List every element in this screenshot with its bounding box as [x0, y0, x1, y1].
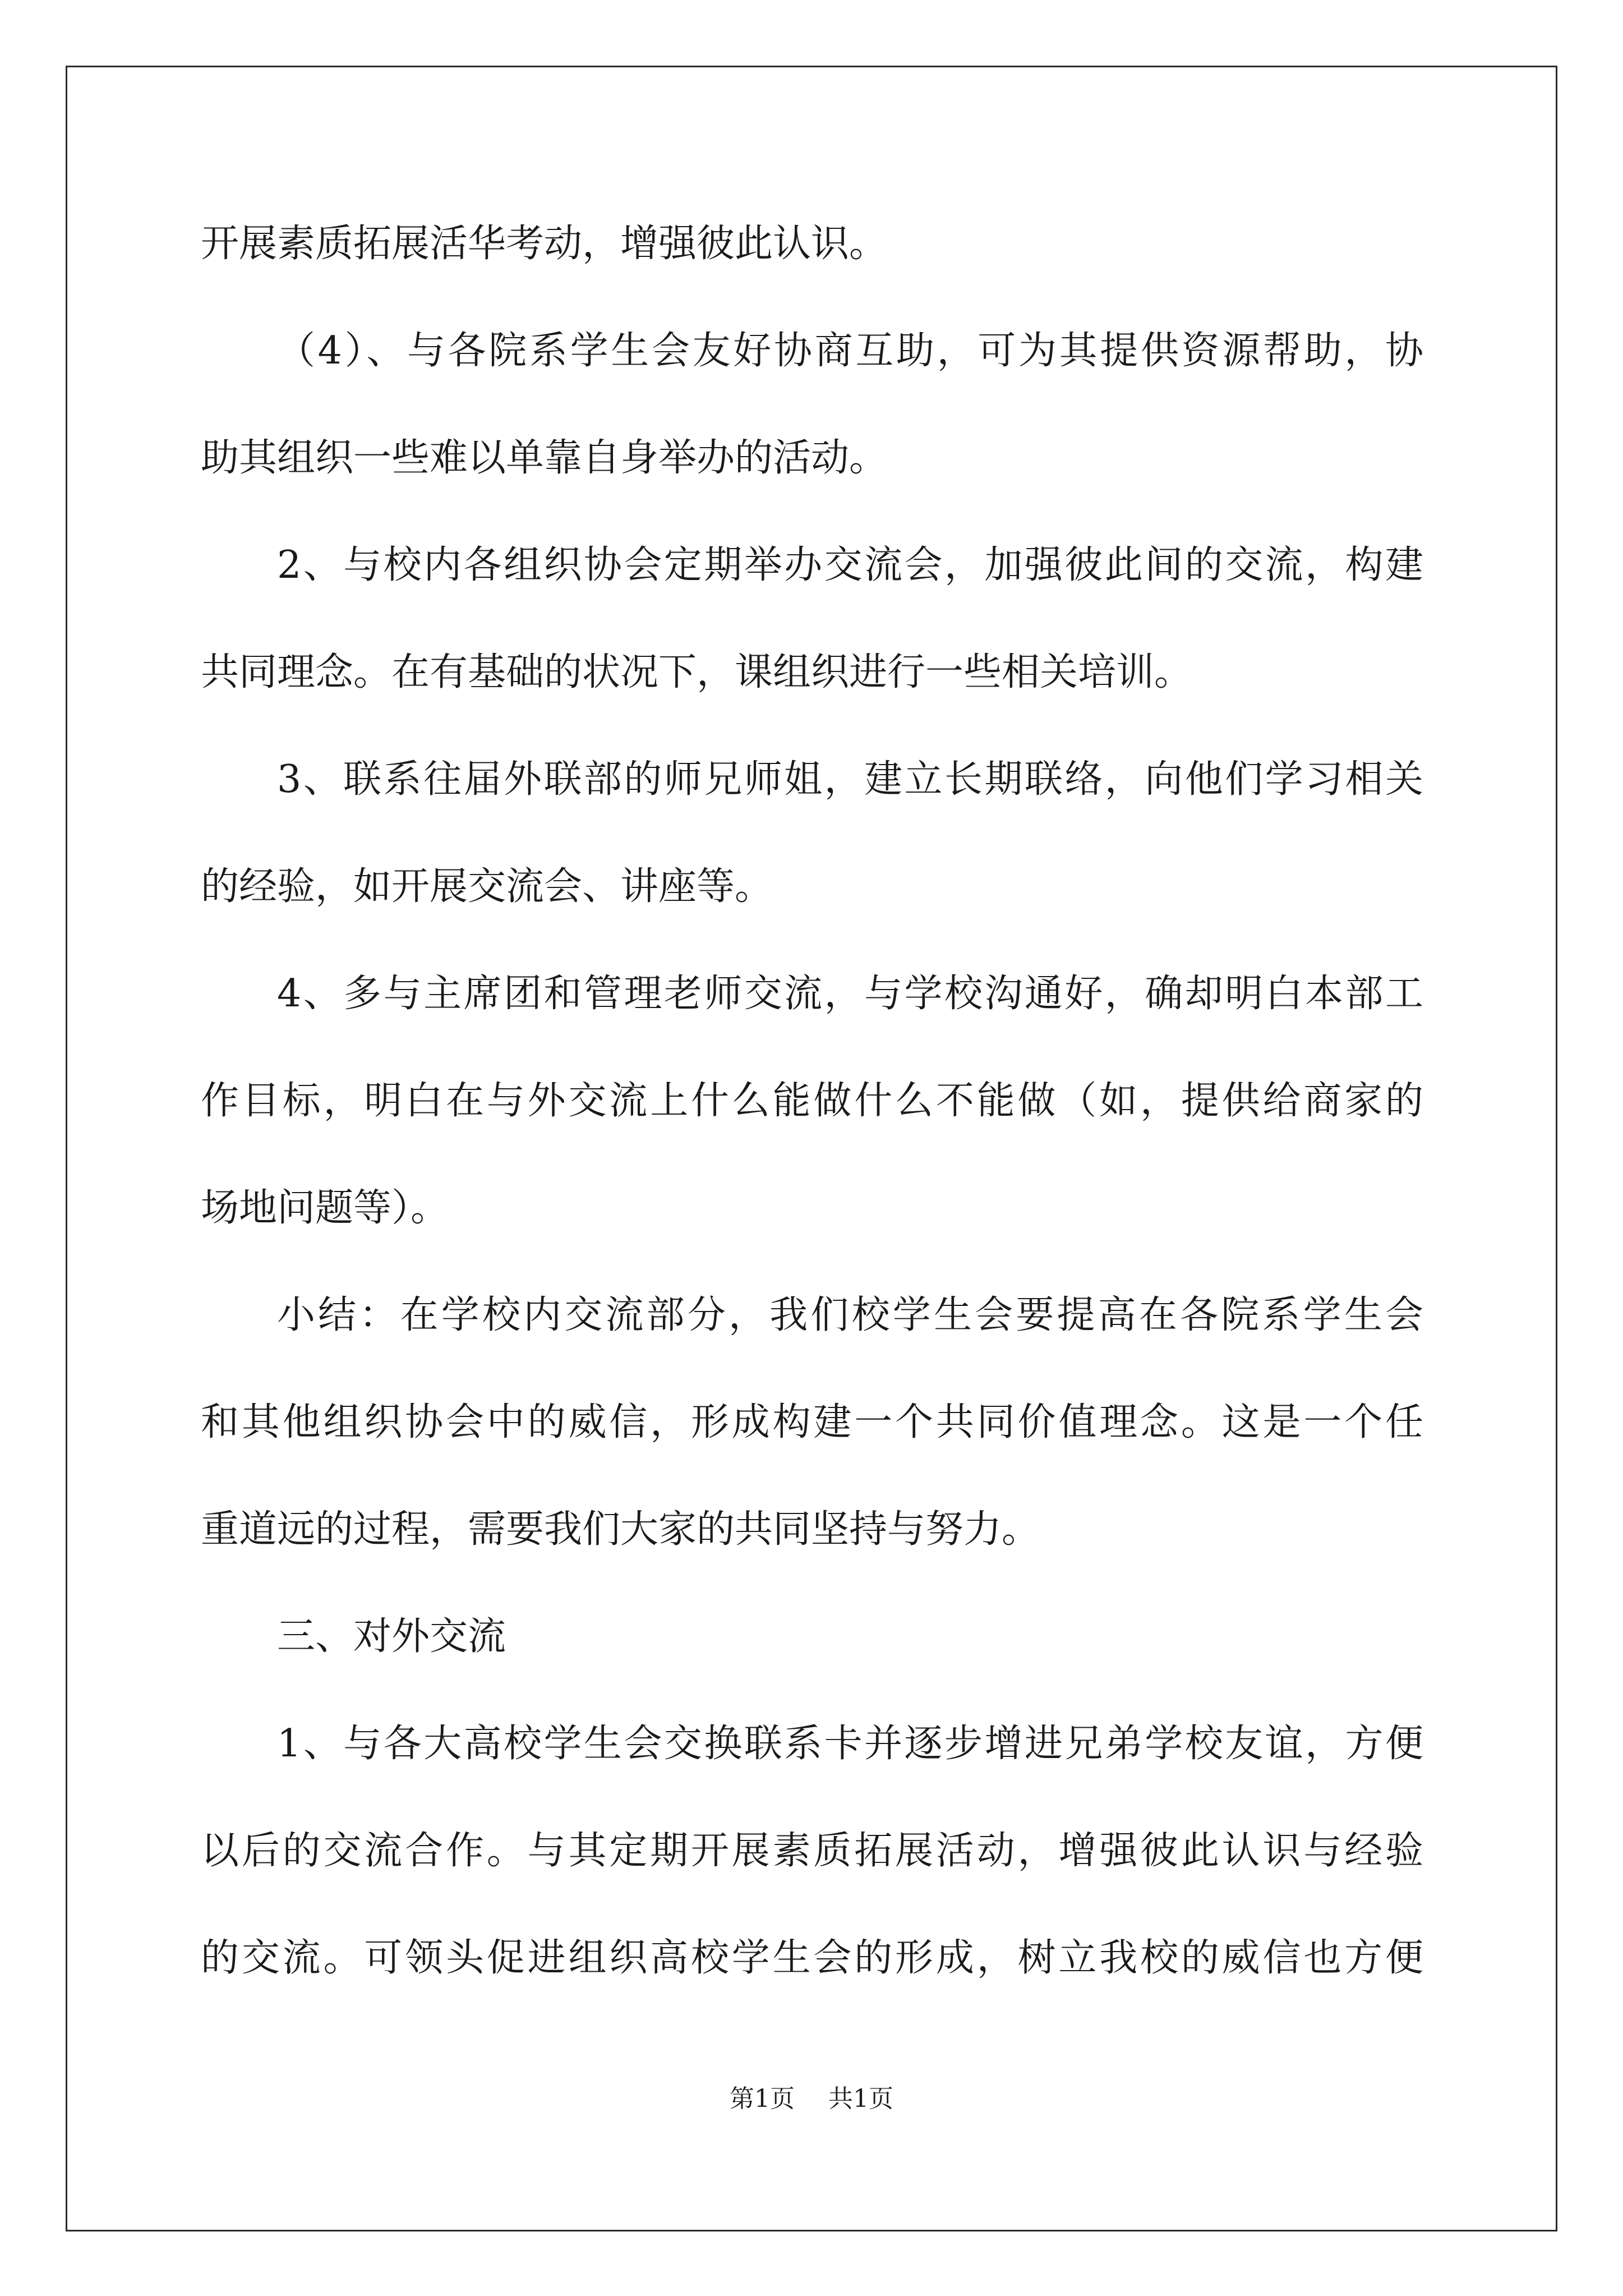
paragraph-line: 开展素质拓展活华考动，增强彼此认识。 — [201, 222, 888, 266]
paragraph-line: 3、联系往届外联部的师兄师姐，建立长期联络，向他们学习相关 — [277, 757, 1423, 802]
paragraph-line: 重道远的过程，需要我们大家的共同坚持与努力。 — [201, 1507, 1040, 1552]
paragraph-line: 1、与各大高校学生会交换联系卡并逐步增进兄弟学校友谊，方便 — [277, 1722, 1423, 1766]
page-footer — [0, 2082, 1623, 2116]
paragraph-line: （4）、与各院系学生会友好协商互助，可为其提供资源帮助，协 — [277, 329, 1423, 373]
paragraph-line: 和其他组织协会中的威信，形成构建一个共同价值理念。这是一个任 — [201, 1400, 1423, 1444]
paragraph-line: 助其组织一些难以单靠自身举办的活动。 — [201, 436, 888, 480]
paragraph-line: 小结：在学校内交流部分，我们校学生会要提高在各院系学生会 — [277, 1293, 1423, 1337]
page-border — [66, 66, 1557, 2231]
paragraph-line: 2、与校内各组织协会定期举办交流会，加强彼此间的交流，构建 — [277, 543, 1423, 587]
paragraph-line: 4、多与主席团和管理老师交流，与学校沟通好，确却明白本部工 — [277, 972, 1423, 1016]
paragraph-line: 以后的交流合作。与其定期开展素质拓展活动，增强彼此认识与经验 — [201, 1829, 1423, 1873]
paragraph-line: 的交流。可领头促进组织高校学生会的形成，树立我校的威信也方便 — [201, 1936, 1423, 1980]
paragraph-line: 场地问题等）。 — [201, 1186, 449, 1230]
section-heading: 三、对外交流 — [277, 1614, 506, 1659]
paragraph-line: 共同理念。在有基础的状况下，课组织进行一些相关培训。 — [201, 650, 1193, 694]
paragraph-line: 的经验，如开展交流会、讲座等。 — [201, 864, 773, 909]
page-number: 第1页 — [730, 2085, 795, 2113]
page-total: 共1页 — [828, 2085, 893, 2113]
paragraph-line: 作目标，明白在与外交流上什么能做什么不能做（如，提供给商家的 — [201, 1079, 1423, 1123]
